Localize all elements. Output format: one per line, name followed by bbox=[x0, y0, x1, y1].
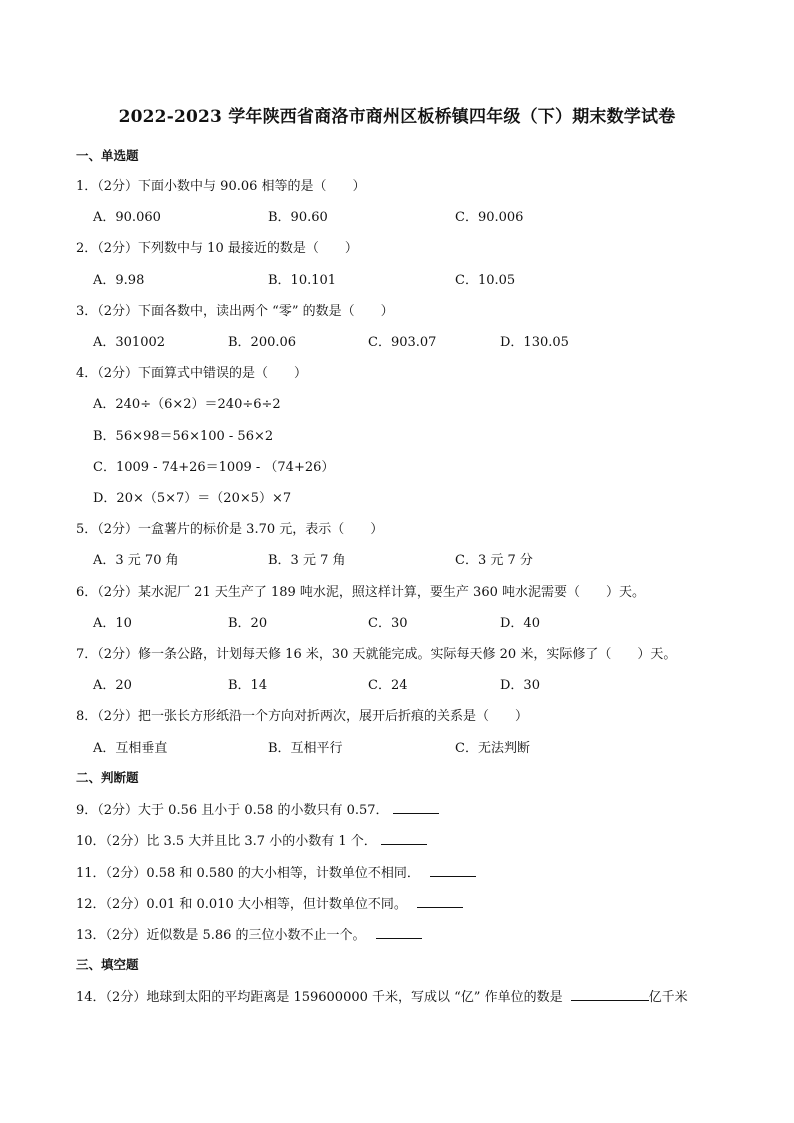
q4-option-b: B．56×98＝56×100 - 56×2 bbox=[93, 429, 274, 444]
q5-option-b: B．3 元 7 角 bbox=[268, 553, 346, 568]
q6-option-c: C．30 bbox=[368, 616, 408, 631]
page-title: 2022-2023 学年陕西省商洛市商州区板桥镇四年级（下）期末数学试卷 bbox=[118, 107, 676, 127]
q7-option-a: A．20 bbox=[93, 678, 132, 693]
question-5: 5．（2分）一盒薯片的标价是 3.70 元，表示（ ） bbox=[76, 522, 384, 537]
q3-option-a: A．301002 bbox=[93, 335, 166, 350]
q1-option-b: B．90.60 bbox=[268, 210, 328, 225]
section-heading-single-choice: 一、单选题 bbox=[76, 148, 139, 163]
q2-option-b: B．10.101 bbox=[268, 273, 337, 288]
answer-blank[interactable] bbox=[376, 926, 422, 939]
section-heading-true-false: 二、判断题 bbox=[76, 770, 139, 785]
q3-option-c: C．903.07 bbox=[368, 335, 437, 350]
q8-option-a: A．互相垂直 bbox=[93, 741, 168, 756]
question-13-text: 13．（2分）近似数是 5.86 的三位小数不止一个。 bbox=[76, 928, 366, 943]
question-4: 4．（2分）下面算式中错误的是（ ） bbox=[76, 366, 308, 381]
q8-option-c: C．无法判断 bbox=[455, 741, 530, 756]
q4-option-c: C．1009 - 74+26＝1009 - （74+26） bbox=[93, 460, 335, 475]
q5-option-a: A．3 元 70 角 bbox=[93, 553, 179, 568]
question-3: 3．（2分）下面各数中，读出两个 “零” 的数是（ ） bbox=[76, 304, 394, 319]
q5-option-c: C．3 元 7 分 bbox=[455, 553, 533, 568]
answer-blank[interactable] bbox=[417, 895, 463, 908]
q6-option-d: D．40 bbox=[500, 616, 540, 631]
q4-option-d: D．20×（5×7）＝（20×5）×7 bbox=[93, 491, 292, 506]
answer-blank[interactable] bbox=[381, 832, 427, 845]
answer-blank[interactable] bbox=[430, 864, 476, 877]
q1-option-c: C．90.006 bbox=[455, 210, 524, 225]
answer-blank[interactable] bbox=[571, 988, 649, 1001]
q7-option-d: D．30 bbox=[500, 678, 540, 693]
question-9-text: 9．（2分）大于 0.56 且小于 0.58 的小数只有 0.57． bbox=[76, 803, 389, 818]
question-10 bbox=[76, 830, 427, 849]
question-13 bbox=[76, 924, 422, 943]
q6-option-a: A．10 bbox=[93, 616, 132, 631]
question-7: 7．（2分）修一条公路，计划每天修 16 米，30 天就能完成。实际每天修 20 米，实际修了（ ）天。 bbox=[76, 647, 677, 662]
question-2: 2．（2分）下列数中与 10 最接近的数是（ ） bbox=[76, 241, 358, 256]
q2-option-c: C．10.05 bbox=[455, 273, 516, 288]
q6-option-b: B．20 bbox=[228, 616, 268, 631]
q2-option-a: A．9.98 bbox=[93, 273, 145, 288]
question-14-unit: 亿千米 bbox=[648, 990, 688, 1005]
question-8: 8．（2分）把一张长方形纸沿一个方向对折两次，展开后折痕的关系是（ ） bbox=[76, 709, 529, 724]
q4-option-a: A．240÷（6×2）＝240÷6÷2 bbox=[93, 397, 281, 412]
question-11 bbox=[76, 862, 476, 881]
question-6: 6．（2分）某水泥厂 21 天生产了 189 吨水泥，照这样计算，要生产 360 吨水泥需要（ ）天。 bbox=[76, 585, 646, 600]
question-14 bbox=[76, 986, 688, 1005]
q1-option-a: A．90.060 bbox=[93, 210, 161, 225]
question-12 bbox=[76, 893, 463, 912]
q3-option-b: B．200.06 bbox=[228, 335, 297, 350]
question-14-text: 14．（2分）地球到太阳的平均距离是 159600000 千米，写成以 “亿” 作单位的数是 bbox=[76, 990, 563, 1005]
question-9 bbox=[76, 799, 439, 818]
question-1: 1．（2分）下面小数中与 90.06 相等的是（ ） bbox=[76, 179, 366, 194]
question-10-text: 10．（2分）比 3.5 大并且比 3.7 小的小数有 1 个． bbox=[76, 834, 377, 849]
q7-option-c: C．24 bbox=[368, 678, 408, 693]
question-12-text: 12．（2分）0.01 和 0.010 大小相等，但计数单位不同。 bbox=[76, 897, 407, 912]
answer-blank[interactable] bbox=[393, 801, 439, 814]
question-11-text: 11．（2分）0.58 和 0.580 的大小相等，计数单位不相同． bbox=[76, 866, 420, 881]
q8-option-b: B．互相平行 bbox=[268, 741, 343, 756]
q7-option-b: B．14 bbox=[228, 678, 268, 693]
q3-option-d: D．130.05 bbox=[500, 335, 569, 350]
section-heading-fill-in: 三、填空题 bbox=[76, 957, 139, 972]
